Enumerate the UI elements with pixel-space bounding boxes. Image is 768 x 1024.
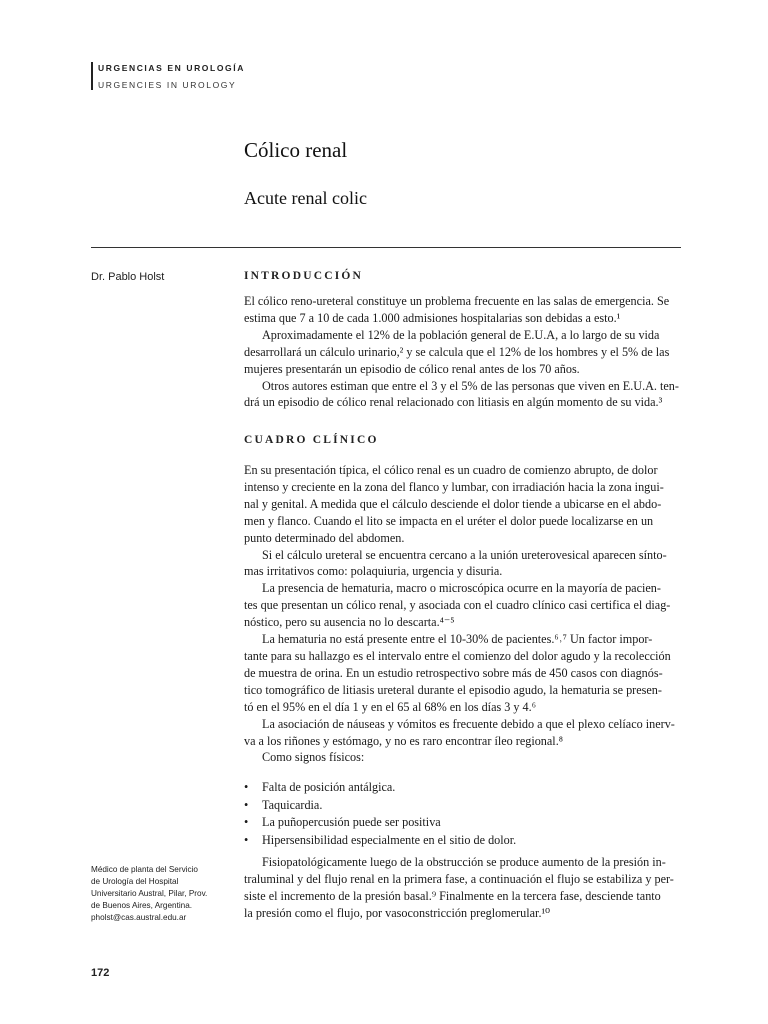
body-line: tico tomográfico de litiasis ureteral durante el episodio agudo, la hematuria se presen- (244, 682, 662, 697)
bullet-icon: • (244, 797, 249, 812)
clinical-signs-list (244, 779, 681, 849)
body-line: intenso y creciente en la zona del flanco y lumbar, con irradiación hacia la zona ingui- (244, 479, 664, 494)
author-email[interactable]: pholst@cas.austral.edu.ar (91, 913, 187, 923)
body-line: Aproximadamente el 12% de la población general de E.U.A, a lo largo de su vida (262, 327, 660, 342)
author-name: Dr. Pablo Holst (91, 271, 165, 283)
body-line: Si el cálculo ureteral se encuentra cercano a la unión ureterovesical aparecen sínto- (262, 547, 667, 562)
title-divider (91, 247, 681, 248)
section-rubric-en: URGENCIES IN UROLOGY (98, 80, 237, 90)
body-line: El cólico reno-ureteral constituye un problema frecuente en las salas de emergencia. Se (244, 294, 670, 308)
body-line: de muestra de orina. En un estudio retrospectivo sobre más de 450 casos con diagnós- (244, 665, 663, 680)
pathophysiology-body (244, 854, 681, 922)
article-title-es: Cólico renal (244, 138, 348, 162)
bullet-icon: • (244, 815, 249, 829)
intro-body (244, 293, 681, 411)
list-item: • La puñopercusión puede ser positiva (244, 814, 681, 832)
body-line: Fisiopatológicamente luego de la obstrucción se produce aumento de la presión in- (262, 855, 666, 869)
list-item: • Falta de posición antálgica. (244, 779, 681, 797)
heading-introduccion: INTRODUCCIÓN (244, 270, 364, 282)
body-line: La presencia de hematuria, macro o microscópica ocurre en la mayoría de pacien- (262, 581, 661, 596)
heading-cuadro-clinico: CUADRO CLÍNICO (244, 434, 379, 446)
body-line: estima que 7 a 10 de cada 1.000 admisiones hospitalarias son debidas a esto.¹ (244, 310, 621, 325)
body-line: Como signos físicos: (262, 750, 365, 765)
article-title-en: Acute renal colic (244, 188, 367, 208)
bullet-icon: • (244, 832, 249, 847)
body-line: En su presentación típica, el cólico renal es un cuadro de comienzo abrupto, de dolor (244, 463, 658, 477)
list-item: • Taquicardia. (244, 797, 681, 815)
affiliation-line: Médico de planta del Servicio (91, 865, 198, 874)
clinical-body (244, 462, 681, 766)
body-line: siste el incremento de la presión basal.⁹ Finalmente en la tercera fase, desciende tanto (244, 888, 661, 903)
body-line: men y flanco. Cuando el lito se impacta en el uréter el dolor puede localizarse en un (244, 513, 654, 528)
affiliation-line: de Urología del Hospital (91, 877, 179, 887)
bullet-icon: • (244, 780, 249, 794)
body-line: mas irritativos como: polaquiuria, urgencia y disuria. (244, 564, 503, 579)
body-line: drá un episodio de cólico renal relacionado con litiasis en algún momento de su vida.³ (244, 395, 663, 410)
body-line: la presión como el flujo, por vasoconstricción preglomerular.¹⁰ (244, 905, 551, 920)
body-line: tante para su hallazgo es el intervalo entre el comienzo del dolor agudo y la recolección (244, 648, 671, 663)
body-line: punto determinado del abdomen. (244, 530, 405, 545)
body-line: traluminal y del flujo renal en la primera fase, a continuación el flujo se estabiliza y per- (244, 871, 674, 886)
author-affiliation (91, 864, 231, 924)
page-number: 172 (91, 967, 110, 979)
body-line: mujeres presentarán un episodio de cólico renal antes de los 70 años. (244, 361, 580, 376)
affiliation-line: de Buenos Aires, Argentina. (91, 901, 193, 911)
body-line: tes que presentan un cólico renal, y asociada con el cuadro clínico casi certifica el diag- (244, 598, 671, 613)
section-rubric-bar (91, 62, 93, 90)
affiliation-line: Universitario Austral, Pilar, Prov. (91, 889, 208, 899)
body-line: La hematuria no está presente entre el 10-30% de pacientes.⁶˒⁷ Un factor impor- (262, 632, 653, 647)
body-line: nal y genital. A medida que el cálculo desciende el dolor tiende a ubicarse en el abdo- (244, 496, 662, 511)
list-item: • Hipersensibilidad especialmente en el sitio de dolor. (244, 832, 681, 850)
body-line: desarrollará un cálculo urinario,² y se calcula que el 12% de los hombres y el 5% de las (244, 344, 670, 359)
section-rubric-es: URGENCIAS EN UROLOGÍA (98, 63, 245, 73)
body-line: nóstico, pero su ausencia no lo descarta.⁴⁻⁵ (244, 615, 455, 630)
body-line: va a los riñones y estómago, y no es raro encontrar íleo regional.⁸ (244, 733, 563, 748)
body-line: La asociación de náuseas y vómitos es frecuente debido a que el plexo celíaco inerv- (262, 716, 675, 731)
body-line: tó en el 95% en el día 1 y en el 65 al 68% en los días 3 y 4.⁶ (244, 699, 536, 714)
body-line: Otros autores estiman que entre el 3 y el 5% de las personas que viven en E.U.A. ten- (262, 378, 679, 393)
